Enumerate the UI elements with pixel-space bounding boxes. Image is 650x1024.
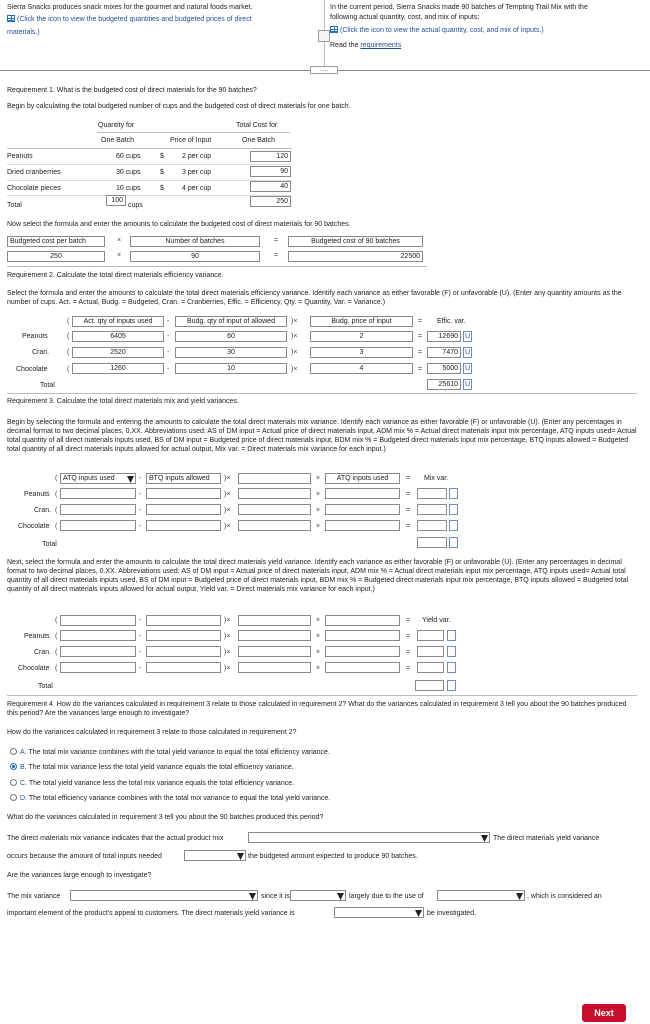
- s2-part-c: largely due to the use of: [349, 893, 424, 900]
- req1-subtitle: Begin by calculating the total budgeted number of cups and the budgeted cost of direct materials for one batch.: [7, 103, 351, 110]
- effic-peanuts-act[interactable]: 6405: [72, 331, 164, 342]
- mix-cran-c[interactable]: [238, 504, 311, 515]
- yield-header-c[interactable]: [238, 615, 311, 626]
- effic-choc-fu[interactable]: U: [464, 365, 471, 372]
- intro-left-line1: Sierra Snacks produces snack mixes for the gourmet and natural foods market.: [7, 4, 253, 11]
- total-qty-input[interactable]: 100: [106, 195, 126, 206]
- col-total-header2: One Batch: [242, 137, 276, 144]
- yield-choc-var[interactable]: [417, 662, 444, 673]
- mix-cran-b[interactable]: [146, 504, 221, 515]
- req1-title: Requirement 1. What is the budgeted cost of direct materials for the 90 batches?: [7, 87, 257, 94]
- effic-cran-var[interactable]: 7470: [427, 347, 461, 358]
- equals-sign: =: [274, 252, 279, 259]
- effic-choc-act[interactable]: 1260: [72, 363, 164, 374]
- yield-peanuts-a[interactable]: [60, 630, 136, 641]
- equals-sign: =: [274, 237, 279, 244]
- option-d[interactable]: D. The total efficiency variance combines with the total mix variance to equal the total yield variance.: [10, 794, 330, 802]
- col-price-header: Price of Input: [170, 137, 212, 144]
- req4-q3: Are the variances large enough to investigate?: [7, 872, 152, 879]
- header-rule-bottom: [7, 148, 292, 149]
- use-of-dropdown[interactable]: [437, 890, 525, 901]
- req4-title: Requirement 4. How do the variances calculated in requirement 3 relate to those calculated in requirement 2? What do the variances calculated in requirement 3 tell you about the 90 batches produced this period? Are the variances large enough to investigate?: [7, 701, 627, 717]
- req3-title: Requirement 3. Calculate the total direct materials mix and yield variances.: [7, 398, 239, 405]
- yield-header-var: Yield var.: [422, 617, 451, 624]
- effic-header-budg-price[interactable]: Budg. price of input: [310, 316, 413, 327]
- effic-header-var: Effic. var.: [437, 318, 466, 325]
- mix-total-var[interactable]: [417, 537, 447, 548]
- read-requirements: Read the requirements: [330, 42, 402, 49]
- mix-cran-d[interactable]: [325, 504, 400, 515]
- mix-choc-var[interactable]: [417, 520, 447, 531]
- option-c[interactable]: C. The total yield variance less the total mix variance equals the total efficiency variance.: [10, 779, 294, 787]
- rule: [7, 266, 427, 267]
- times: ×: [316, 617, 321, 624]
- formula-label-cost-90[interactable]: Budgeted cost of 90 batches: [288, 236, 423, 247]
- yield-choc-b[interactable]: [146, 662, 221, 673]
- times-sign: ×: [117, 252, 122, 259]
- mix-header-atq2[interactable]: ATQ inputs used: [325, 473, 400, 484]
- effic-cran-fu[interactable]: U: [464, 349, 471, 356]
- minus: -: [139, 617, 142, 624]
- yield-header-a[interactable]: [60, 615, 136, 626]
- effic-cran-price[interactable]: 3: [310, 347, 413, 358]
- paren-times: )×: [224, 617, 231, 624]
- s2-part-a: The mix variance: [7, 893, 61, 900]
- yield-cran-d[interactable]: [325, 646, 400, 657]
- radio-icon[interactable]: [10, 779, 17, 786]
- mix-peanuts-fu[interactable]: [449, 488, 458, 499]
- splitter-handle[interactable]: [318, 30, 330, 42]
- yield-total-var[interactable]: [415, 680, 444, 691]
- row-rule: [7, 164, 292, 165]
- yield-cran-c[interactable]: [238, 646, 311, 657]
- yield-peanuts-c[interactable]: [238, 630, 311, 641]
- paren: (: [67, 318, 70, 325]
- col-qty-header2: One Batch: [101, 137, 135, 144]
- effic-cran-act[interactable]: 2520: [72, 347, 164, 358]
- budget-data-link[interactable]: (Click the icon to view the budgeted quantities and budgeted prices of direct: [7, 15, 252, 23]
- s1-part-b: The direct materials yield variance: [493, 835, 600, 842]
- mix-cran-fu[interactable]: [449, 504, 458, 515]
- intro-right-line2: following actual quantity, cost, and mix of inputs:: [330, 14, 480, 21]
- total-cost-chocolate[interactable]: 40: [250, 181, 291, 192]
- expand-handle[interactable]: .....: [310, 66, 338, 74]
- req4-q1: How do the variances calculated in requirement 3 relate to those calculated in requirement 2?: [7, 729, 297, 736]
- total-cost-cranberries[interactable]: 90: [250, 166, 291, 177]
- yield-variance-dropdown[interactable]: [334, 907, 424, 918]
- mix-choc-b[interactable]: [146, 520, 221, 531]
- s2-part-d: , which is considered an: [527, 893, 602, 900]
- mix-choc-d[interactable]: [325, 520, 400, 531]
- table-icon: [7, 15, 15, 22]
- mix-choc-c[interactable]: [238, 520, 311, 531]
- rule: [7, 695, 637, 696]
- minus: -: [167, 318, 170, 325]
- radio-icon[interactable]: [10, 794, 17, 801]
- mix-header-btq[interactable]: BTQ inputs allowed: [146, 473, 221, 484]
- paren: (: [55, 617, 58, 624]
- total-cost-batch[interactable]: 250: [250, 196, 291, 207]
- col-qty-header1: Quantity for: [98, 122, 135, 129]
- effic-choc-price[interactable]: 4: [310, 363, 413, 374]
- yield-cran-fu[interactable]: [447, 646, 456, 657]
- s1-part-a: The direct materials mix variance indicates that the actual product mix: [7, 835, 224, 842]
- intro-right-line1: In the current period, Sierra Snacks made 90 batches of Tempting Trail Mix with the: [330, 4, 588, 11]
- times: ×: [316, 475, 321, 482]
- mix-header-col3[interactable]: [238, 473, 311, 484]
- paren-times: )×: [291, 318, 298, 325]
- effic-cran-budg[interactable]: 30: [175, 347, 287, 358]
- radio-selected-icon[interactable]: [10, 763, 17, 770]
- effic-choc-var[interactable]: 5000: [427, 363, 461, 374]
- req2-title: Requirement 2. Calculate the total direct materials efficiency variance.: [7, 272, 224, 279]
- mix-total-fu[interactable]: [449, 537, 458, 548]
- req1-formula-intro: Now select the formula and enter the amounts to calculate the budgeted cost of direct materials for 90 batches.: [7, 221, 351, 228]
- effic-total-fu[interactable]: U: [464, 381, 471, 388]
- option-a[interactable]: A. The total mix variance combines with the total yield variance to equal the total efficiency variance.: [10, 748, 330, 756]
- mix-header-var: Mix var.: [424, 475, 449, 482]
- effic-header-act-qty[interactable]: Act. qty of inputs used: [72, 316, 164, 327]
- yield-peanuts-fu[interactable]: [447, 630, 456, 641]
- yield-header-d[interactable]: [325, 615, 400, 626]
- yield-cran-a[interactable]: [60, 646, 136, 657]
- effic-total-var[interactable]: 25610: [427, 379, 461, 390]
- yield-instructions: Next, select the formula and enter the amounts to calculate the total direct materials yield variance. Identify each variance as either favorable (F) or unfavorable (U). (Enter any percentages in decimal format to two decimal places, 0.XX. Abbreviations used: AS of DM input = Actual price of direct materials input, ADM mix % = Actual direct materials input mix percentage, ATQ inputs used= Actual total quantity of all direct materials inputs used, BS of DM input = Budgeted price of direct materials input, BDM mix % = Budgeted direct materials input mix percentage, BTQ inputs allowed = Budgeted total quantity of all direct materials inputs allowed for actual output, Yield var. = Direct materials mix variance for each input.): [7, 559, 629, 593]
- yield-total-fu[interactable]: [447, 680, 456, 691]
- yield-peanuts-var[interactable]: [417, 630, 444, 641]
- header-rule: [97, 132, 290, 133]
- mix-choc-a[interactable]: [60, 520, 136, 531]
- requirements-link[interactable]: requirements: [360, 42, 402, 49]
- minus: -: [139, 475, 142, 482]
- radio-icon[interactable]: [10, 748, 17, 755]
- formula-value-num-batches[interactable]: 90: [130, 251, 260, 262]
- paren-times: )×: [224, 475, 231, 482]
- yield-cran-b[interactable]: [146, 646, 221, 657]
- col-total-header1: Total Cost for: [236, 122, 278, 129]
- mix-header-atq-dropdown[interactable]: ATQ inputs used: [60, 473, 136, 484]
- s1-part-d: the budgeted amount expected to produce 90 batches.: [248, 853, 418, 860]
- s2-part-b: since it is: [261, 893, 290, 900]
- effic-peanuts-budg[interactable]: 60: [175, 331, 287, 342]
- times-sign: ×: [117, 237, 122, 244]
- formula-value-cost-per-batch[interactable]: 250: [7, 251, 105, 262]
- option-b[interactable]: B. The total mix variance less the total yield variance equals the total efficiency variance.: [10, 763, 294, 771]
- mix-peanuts-a[interactable]: [60, 488, 136, 499]
- s1-part-c: occurs because the amount of total inputs needed: [7, 853, 162, 860]
- mix-peanuts-c[interactable]: [238, 488, 311, 499]
- effic-peanuts-price[interactable]: 2: [310, 331, 413, 342]
- total-cost-peanuts[interactable]: 120: [250, 151, 291, 162]
- mix-peanuts-b[interactable]: [146, 488, 221, 499]
- yield-choc-c[interactable]: [238, 662, 311, 673]
- mix-cran-a[interactable]: [60, 504, 136, 515]
- req3-instructions: Begin by selecting the formula and entering the amounts to calculate the total direct materials mix variance. Identify each variance as either favorable (F) or unfavorable (U). (Enter any percentages in decimal format to two decimal places, 0.XX. Abbreviations used: AS of DM input = Actual price of direct materials input, ADM mix % = Actual direct materials input mix percentage, ATQ inputs used= Actual total quantity of all direct materials inputs used, BS of DM input = Budgeted price of direct materials input, BDM mix % = Budgeted direct materials input mix percentage, BTQ inputs allowed = Budgeted total quantity of all direct materials inputs allowed for actual output, Mix var. = Direct materials mix variance for each input.): [7, 419, 637, 453]
- yield-choc-fu[interactable]: [447, 662, 456, 673]
- s2-part-f: be investigated.: [427, 910, 477, 917]
- next-button[interactable]: Next: [582, 1004, 626, 1022]
- equals: =: [406, 617, 411, 624]
- effic-peanuts-fu[interactable]: U: [464, 333, 471, 340]
- req2-instructions: Select the formula and enter the amounts to calculate the total direct materials efficiency variance. Identify each variance as either favorable (F) or unfavorable (U). (Enter any quantity amounts as the number of cups. Act. = Actual, Budg. = Budgeted, Cran. = Cranberries, Effic. = Efficiency, Qty. = Quantity, Var. = Variance.): [7, 290, 622, 306]
- mix-product-dropdown[interactable]: [248, 832, 490, 843]
- formula-value-cost-90[interactable]: 22500: [288, 251, 423, 262]
- formula-label-num-batches[interactable]: Number of batches: [130, 236, 260, 247]
- formula-label-cost-per-batch[interactable]: Budgeted cost per batch: [7, 236, 105, 247]
- actual-data-link[interactable]: (Click the icon to view the actual quantity, cost, and mix of inputs.): [330, 26, 544, 34]
- yield-header-b[interactable]: [146, 615, 221, 626]
- mix-variance-dropdown[interactable]: [70, 890, 258, 901]
- rule: [7, 393, 637, 394]
- yield-peanuts-b[interactable]: [146, 630, 221, 641]
- yield-choc-d[interactable]: [325, 662, 400, 673]
- equals: =: [406, 475, 411, 482]
- effic-choc-budg[interactable]: 10: [175, 363, 287, 374]
- mix-peanuts-var[interactable]: [417, 488, 447, 499]
- effic-peanuts-var[interactable]: 12690: [427, 331, 461, 342]
- yield-peanuts-d[interactable]: [325, 630, 400, 641]
- yield-choc-a[interactable]: [60, 662, 136, 673]
- equals: =: [418, 318, 423, 325]
- inputs-needed-dropdown[interactable]: [184, 850, 246, 861]
- mix-choc-fu[interactable]: [449, 520, 458, 531]
- paren: (: [55, 475, 58, 482]
- since-it-is-dropdown[interactable]: [290, 890, 346, 901]
- req4-q2: What do the variances calculated in requirement 3 tell you about the 90 batches produced this period?: [7, 814, 324, 821]
- s2-part-e: important element of the product's appeal to customers. The direct materials yield variance is: [7, 910, 295, 917]
- mix-peanuts-d[interactable]: [325, 488, 400, 499]
- effic-header-budg-qty[interactable]: Budg. qty of input of allowed: [175, 316, 287, 327]
- yield-cran-var[interactable]: [417, 646, 444, 657]
- budget-data-link-cont[interactable]: materials.): [7, 29, 40, 36]
- table-icon: [330, 26, 338, 33]
- mix-cran-var[interactable]: [417, 504, 447, 515]
